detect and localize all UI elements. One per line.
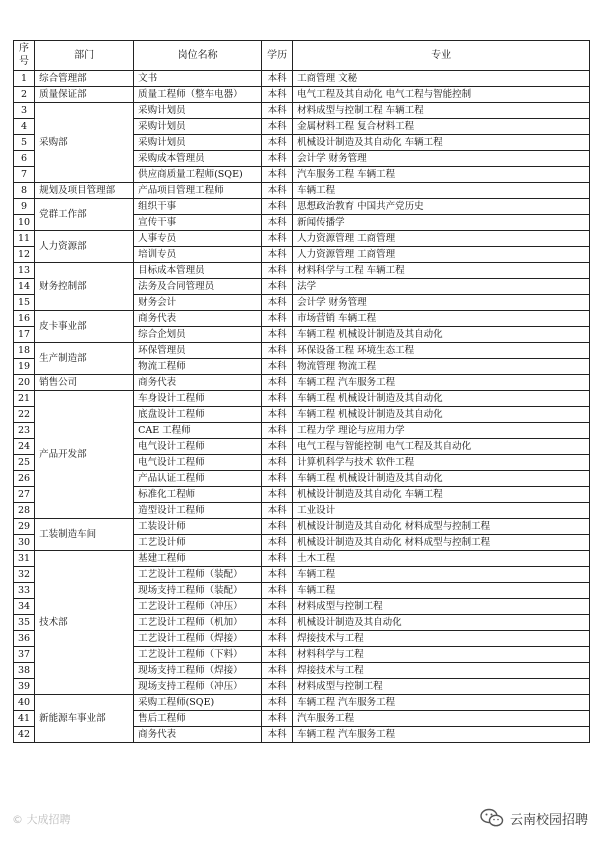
major-cell: 工商管理 文秘 <box>293 71 590 87</box>
row-number: 27 <box>14 487 35 503</box>
position-cell: 物流工程师 <box>134 359 262 375</box>
major-cell: 市场营销 车辆工程 <box>293 311 590 327</box>
watermark <box>12 811 71 827</box>
major-cell: 机械设计制造及其自动化 材料成型与控制工程 <box>293 519 590 535</box>
major-cell: 车辆工程 汽车服务工程 <box>293 727 590 743</box>
position-cell: 现场支持工程师（焊接） <box>134 663 262 679</box>
education-cell: 本科 <box>262 423 293 439</box>
position-cell: 财务会计 <box>134 295 262 311</box>
position-cell: 产品项目管理工程师 <box>134 183 262 199</box>
education-cell: 本科 <box>262 647 293 663</box>
major-cell: 工业设计 <box>293 503 590 519</box>
position-cell: 工艺设计师 <box>134 535 262 551</box>
account-badge <box>480 808 588 828</box>
position-cell: 法务及合同管理员 <box>134 279 262 295</box>
department-cell: 生产制造部 <box>35 343 134 375</box>
department-cell: 人力资源部 <box>35 231 134 263</box>
education-cell: 本科 <box>262 679 293 695</box>
row-number: 32 <box>14 567 35 583</box>
position-cell: 商务代表 <box>134 375 262 391</box>
major-cell: 环保设备工程 环境生态工程 <box>293 343 590 359</box>
position-cell: 工艺设计工程师（焊接） <box>134 631 262 647</box>
major-cell: 材料成型与控制工程 <box>293 679 590 695</box>
major-cell: 车辆工程 机械设计制造及其自动化 <box>293 327 590 343</box>
department-cell: 工装制造车间 <box>35 519 134 551</box>
major-cell: 金属材料工程 复合材料工程 <box>293 119 590 135</box>
header-education: 学历 <box>262 41 293 71</box>
table-row <box>14 231 590 247</box>
education-cell: 本科 <box>262 615 293 631</box>
row-number: 9 <box>14 199 35 215</box>
education-cell: 本科 <box>262 695 293 711</box>
row-number: 5 <box>14 135 35 151</box>
major-cell: 思想政治教育 中国共产党历史 <box>293 199 590 215</box>
row-number: 36 <box>14 631 35 647</box>
education-cell: 本科 <box>262 103 293 119</box>
department-cell: 皮卡事业部 <box>35 311 134 343</box>
education-cell: 本科 <box>262 247 293 263</box>
position-cell: 环保管理员 <box>134 343 262 359</box>
position-cell: 工艺设计工程师（装配） <box>134 567 262 583</box>
department-cell: 党群工作部 <box>35 199 134 231</box>
department-cell: 综合管理部 <box>35 71 134 87</box>
table-header <box>14 41 590 71</box>
major-cell: 车辆工程 机械设计制造及其自动化 <box>293 407 590 423</box>
department-cell: 质量保证部 <box>35 87 134 103</box>
table-row <box>14 183 590 199</box>
department-cell: 财务控制部 <box>35 263 134 311</box>
row-number: 4 <box>14 119 35 135</box>
education-cell: 本科 <box>262 599 293 615</box>
row-number: 30 <box>14 535 35 551</box>
department-cell: 销售公司 <box>35 375 134 391</box>
row-number: 37 <box>14 647 35 663</box>
education-cell: 本科 <box>262 135 293 151</box>
education-cell: 本科 <box>262 455 293 471</box>
education-cell: 本科 <box>262 151 293 167</box>
table-row <box>14 199 590 215</box>
position-cell: 采购工程师(SQE) <box>134 695 262 711</box>
major-cell: 人力资源管理 工商管理 <box>293 247 590 263</box>
row-number: 8 <box>14 183 35 199</box>
position-cell: 工艺设计工程师（机加） <box>134 615 262 631</box>
wechat-icon <box>480 808 504 828</box>
row-number: 26 <box>14 471 35 487</box>
table-row <box>14 375 590 391</box>
table-row <box>14 103 590 119</box>
position-cell: 底盘设计工程师 <box>134 407 262 423</box>
header-position: 岗位名称 <box>134 41 262 71</box>
row-number: 35 <box>14 615 35 631</box>
position-cell: 商务代表 <box>134 311 262 327</box>
recruitment-table <box>13 40 590 743</box>
major-cell: 电气工程与智能控制 电气工程及其自动化 <box>293 439 590 455</box>
major-cell: 新闻传播学 <box>293 215 590 231</box>
position-cell: 标准化工程师 <box>134 487 262 503</box>
position-cell: 工艺设计工程师（冲压） <box>134 599 262 615</box>
row-number: 21 <box>14 391 35 407</box>
position-cell: 售后工程师 <box>134 711 262 727</box>
row-number: 38 <box>14 663 35 679</box>
position-cell: 基建工程师 <box>134 551 262 567</box>
position-cell: 工装设计师 <box>134 519 262 535</box>
major-cell: 机械设计制造及其自动化 材料成型与控制工程 <box>293 535 590 551</box>
position-cell: 采购计划员 <box>134 119 262 135</box>
position-cell: CAE 工程师 <box>134 423 262 439</box>
major-cell: 焊接技术与工程 <box>293 663 590 679</box>
education-cell: 本科 <box>262 711 293 727</box>
row-number: 15 <box>14 295 35 311</box>
row-number: 42 <box>14 727 35 743</box>
row-number: 10 <box>14 215 35 231</box>
education-cell: 本科 <box>262 407 293 423</box>
position-cell: 采购成本管理员 <box>134 151 262 167</box>
major-cell: 会计学 财务管理 <box>293 151 590 167</box>
row-number: 1 <box>14 71 35 87</box>
major-cell: 法学 <box>293 279 590 295</box>
education-cell: 本科 <box>262 663 293 679</box>
education-cell: 本科 <box>262 279 293 295</box>
position-cell: 组织干事 <box>134 199 262 215</box>
education-cell: 本科 <box>262 327 293 343</box>
education-cell: 本科 <box>262 199 293 215</box>
education-cell: 本科 <box>262 471 293 487</box>
position-cell: 造型设计工程师 <box>134 503 262 519</box>
position-cell: 电气设计工程师 <box>134 439 262 455</box>
education-cell: 本科 <box>262 551 293 567</box>
header-no: 序 号 <box>14 41 35 71</box>
table-row <box>14 519 590 535</box>
education-cell: 本科 <box>262 487 293 503</box>
major-cell: 车辆工程 汽车服务工程 <box>293 695 590 711</box>
row-number: 16 <box>14 311 35 327</box>
education-cell: 本科 <box>262 119 293 135</box>
education-cell: 本科 <box>262 567 293 583</box>
position-cell: 培训专员 <box>134 247 262 263</box>
major-cell: 物流管理 物流工程 <box>293 359 590 375</box>
education-cell: 本科 <box>262 503 293 519</box>
department-cell: 采购部 <box>35 103 134 183</box>
table-row <box>14 695 590 711</box>
row-number: 39 <box>14 679 35 695</box>
education-cell: 本科 <box>262 631 293 647</box>
major-cell: 材料成型与控制工程 <box>293 599 590 615</box>
education-cell: 本科 <box>262 343 293 359</box>
education-cell: 本科 <box>262 583 293 599</box>
table-row <box>14 391 590 407</box>
row-number: 14 <box>14 279 35 295</box>
department-cell: 产品开发部 <box>35 391 134 519</box>
row-number: 33 <box>14 583 35 599</box>
watermark-icon: © <box>12 813 23 826</box>
major-cell: 会计学 财务管理 <box>293 295 590 311</box>
row-number: 19 <box>14 359 35 375</box>
row-number: 28 <box>14 503 35 519</box>
row-number: 13 <box>14 263 35 279</box>
education-cell: 本科 <box>262 727 293 743</box>
position-cell: 供应商质量工程师(SQE) <box>134 167 262 183</box>
row-number: 18 <box>14 343 35 359</box>
major-cell: 机械设计制造及其自动化 车辆工程 <box>293 135 590 151</box>
department-cell: 规划及项目管理部 <box>35 183 134 199</box>
row-number: 17 <box>14 327 35 343</box>
major-cell: 车辆工程 <box>293 583 590 599</box>
major-cell: 车辆工程 <box>293 567 590 583</box>
row-number: 3 <box>14 103 35 119</box>
major-cell: 车辆工程 机械设计制造及其自动化 <box>293 471 590 487</box>
education-cell: 本科 <box>262 535 293 551</box>
education-cell: 本科 <box>262 439 293 455</box>
education-cell: 本科 <box>262 391 293 407</box>
major-cell: 机械设计制造及其自动化 车辆工程 <box>293 487 590 503</box>
major-cell: 电气工程及其自动化 电气工程与智能控制 <box>293 87 590 103</box>
education-cell: 本科 <box>262 87 293 103</box>
education-cell: 本科 <box>262 263 293 279</box>
table-body <box>14 71 590 743</box>
row-number: 20 <box>14 375 35 391</box>
position-cell: 采购计划员 <box>134 135 262 151</box>
education-cell: 本科 <box>262 167 293 183</box>
table-row <box>14 551 590 567</box>
major-cell: 材料科学与工程 车辆工程 <box>293 263 590 279</box>
row-number: 22 <box>14 407 35 423</box>
position-cell: 综合企划员 <box>134 327 262 343</box>
position-cell: 质量工程师（整车电器） <box>134 87 262 103</box>
major-cell: 材料成型与控制工程 车辆工程 <box>293 103 590 119</box>
position-cell: 目标成本管理员 <box>134 263 262 279</box>
row-number: 31 <box>14 551 35 567</box>
major-cell: 人力资源管理 工商管理 <box>293 231 590 247</box>
position-cell: 现场支持工程师（装配） <box>134 583 262 599</box>
education-cell: 本科 <box>262 519 293 535</box>
education-cell: 本科 <box>262 183 293 199</box>
education-cell: 本科 <box>262 375 293 391</box>
education-cell: 本科 <box>262 231 293 247</box>
row-number: 7 <box>14 167 35 183</box>
major-cell: 车辆工程 机械设计制造及其自动化 <box>293 391 590 407</box>
major-cell: 焊接技术与工程 <box>293 631 590 647</box>
education-cell: 本科 <box>262 215 293 231</box>
position-cell: 文书 <box>134 71 262 87</box>
major-cell: 车辆工程 <box>293 183 590 199</box>
row-number: 6 <box>14 151 35 167</box>
position-cell: 宣传干事 <box>134 215 262 231</box>
row-number: 23 <box>14 423 35 439</box>
education-cell: 本科 <box>262 311 293 327</box>
account-name: 云南校园招聘 <box>509 812 588 828</box>
major-cell: 机械设计制造及其自动化 <box>293 615 590 631</box>
major-cell: 工程力学 理论与应用力学 <box>293 423 590 439</box>
position-cell: 现场支持工程师（冲压） <box>134 679 262 695</box>
department-cell: 技术部 <box>35 551 134 695</box>
position-cell: 人事专员 <box>134 231 262 247</box>
position-cell: 采购计划员 <box>134 103 262 119</box>
position-cell: 商务代表 <box>134 727 262 743</box>
position-cell: 产品认证工程师 <box>134 471 262 487</box>
table-row <box>14 71 590 87</box>
major-cell: 车辆工程 汽车服务工程 <box>293 375 590 391</box>
row-number: 40 <box>14 695 35 711</box>
education-cell: 本科 <box>262 359 293 375</box>
position-cell: 车身设计工程师 <box>134 391 262 407</box>
row-number: 12 <box>14 247 35 263</box>
row-number: 34 <box>14 599 35 615</box>
position-cell: 电气设计工程师 <box>134 455 262 471</box>
header-major: 专业 <box>293 41 590 71</box>
row-number: 41 <box>14 711 35 727</box>
position-cell: 工艺设计工程师（下料） <box>134 647 262 663</box>
row-number: 25 <box>14 455 35 471</box>
table-row <box>14 87 590 103</box>
row-number: 29 <box>14 519 35 535</box>
table-row <box>14 311 590 327</box>
row-number: 11 <box>14 231 35 247</box>
table-row <box>14 343 590 359</box>
major-cell: 汽车服务工程 <box>293 711 590 727</box>
watermark-text: 大成招聘 <box>26 813 71 826</box>
education-cell: 本科 <box>262 295 293 311</box>
major-cell: 计算机科学与技术 软件工程 <box>293 455 590 471</box>
major-cell: 汽车服务工程 车辆工程 <box>293 167 590 183</box>
row-number: 24 <box>14 439 35 455</box>
row-number: 2 <box>14 87 35 103</box>
department-cell: 新能源车事业部 <box>35 695 134 743</box>
major-cell: 土木工程 <box>293 551 590 567</box>
table-row <box>14 263 590 279</box>
major-cell: 材料科学与工程 <box>293 647 590 663</box>
header-dept: 部门 <box>35 41 134 71</box>
education-cell: 本科 <box>262 71 293 87</box>
